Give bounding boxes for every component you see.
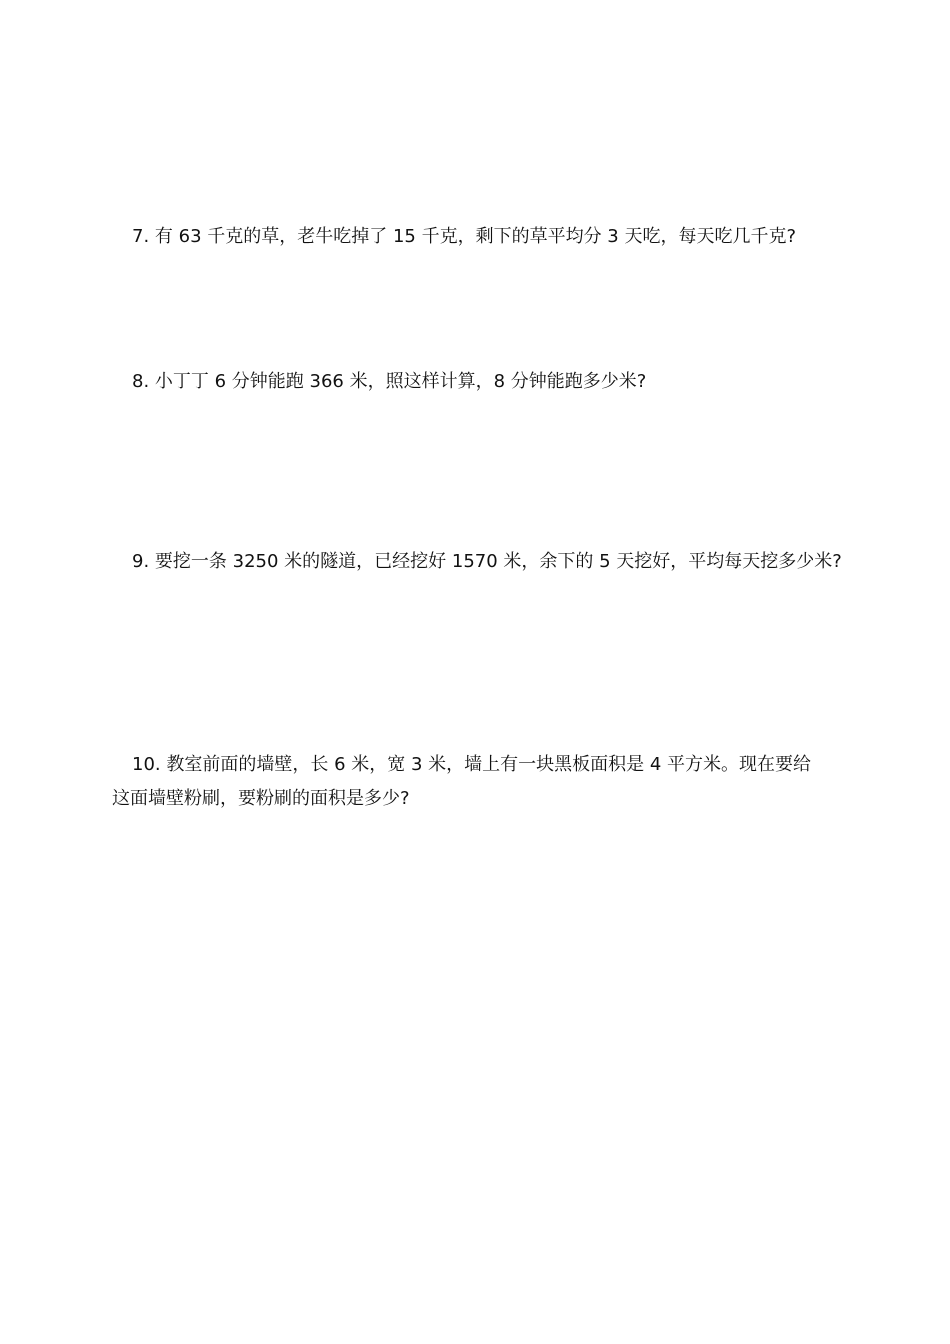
question-10-text-line-1: 10. 教室前面的墙壁，长 6 米，宽 3 米，墙上有一块黑板面积是 4 平方米。现在要给 bbox=[132, 754, 812, 775]
question-8 bbox=[112, 365, 852, 399]
question-10-text-line-2: 这面墙壁粉刷，要粉刷的面积是多少? bbox=[112, 788, 410, 809]
question-9 bbox=[112, 545, 852, 579]
question-10 bbox=[112, 748, 852, 816]
question-7 bbox=[112, 220, 852, 254]
question-9-text: 9. 要挖一条 3250 米的隧道，已经挖好 1570 米，余下的 5 天挖好，平均每天挖多少米? bbox=[132, 551, 842, 572]
question-8-text: 8. 小丁丁 6 分钟能跑 366 米，照这样计算，8 分钟能跑多少米? bbox=[132, 371, 647, 392]
question-7-text: 7. 有 63 千克的草，老牛吃掉了 15 千克，剩下的草平均分 3 天吃，每天吃几千克? bbox=[132, 226, 797, 247]
